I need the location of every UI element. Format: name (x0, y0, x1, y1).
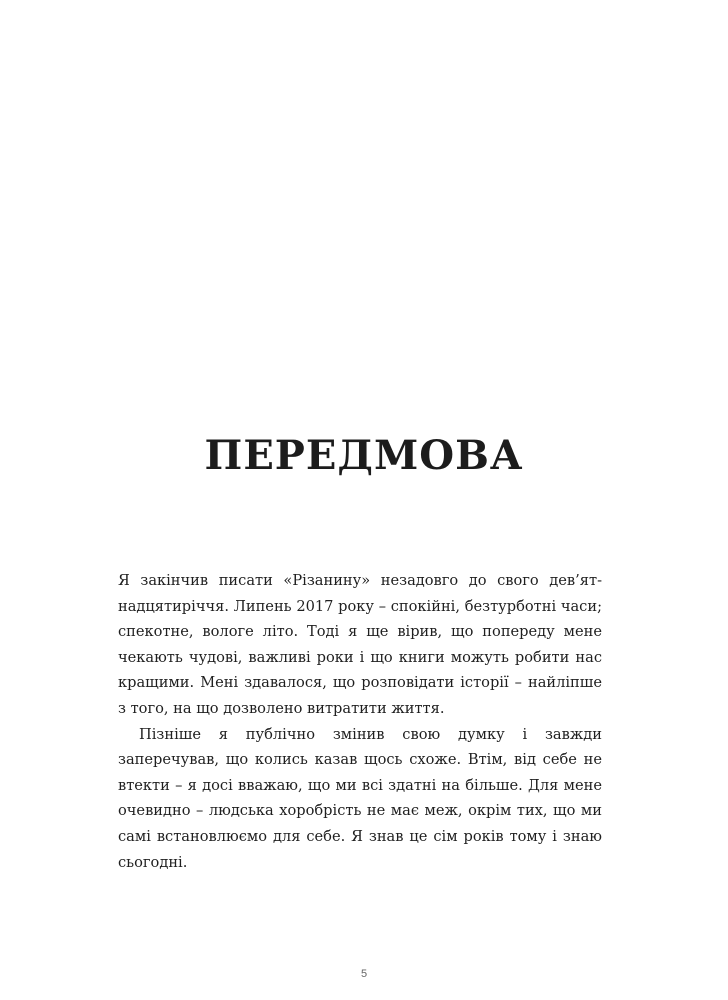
chapter-body (118, 568, 602, 875)
paragraph: Я закінчив писати «Різанину» незадовго до свого дев’ятнадцятиріччя. Липень 2017 року – спокійні, безтурботні часи; спекотне, вологе літо. Тоді я ще вірив, що попереду мене чекають чудові, важливі роки і що книги можуть робити нас кращими. Мені здавалося, що розповідати історії – найліпше з того, на що дозволено витратити життя. (118, 572, 602, 717)
paragraph: Пізніше я публічно змінив свою думку і завжди заперечував, що колись казав щось схоже. Втім, від себе не втекти – я досі вважаю, що ми всі здатні на більше. Для мене очевидно – людська хоробрість не має меж, окрім тих, що ми самі встановлюємо для себе. Я знав це сім років тому і знаю сьогодні. (118, 725, 602, 871)
page-number: 5 (360, 968, 368, 980)
chapter-title: ПЕРЕДМОВА (204, 432, 524, 479)
